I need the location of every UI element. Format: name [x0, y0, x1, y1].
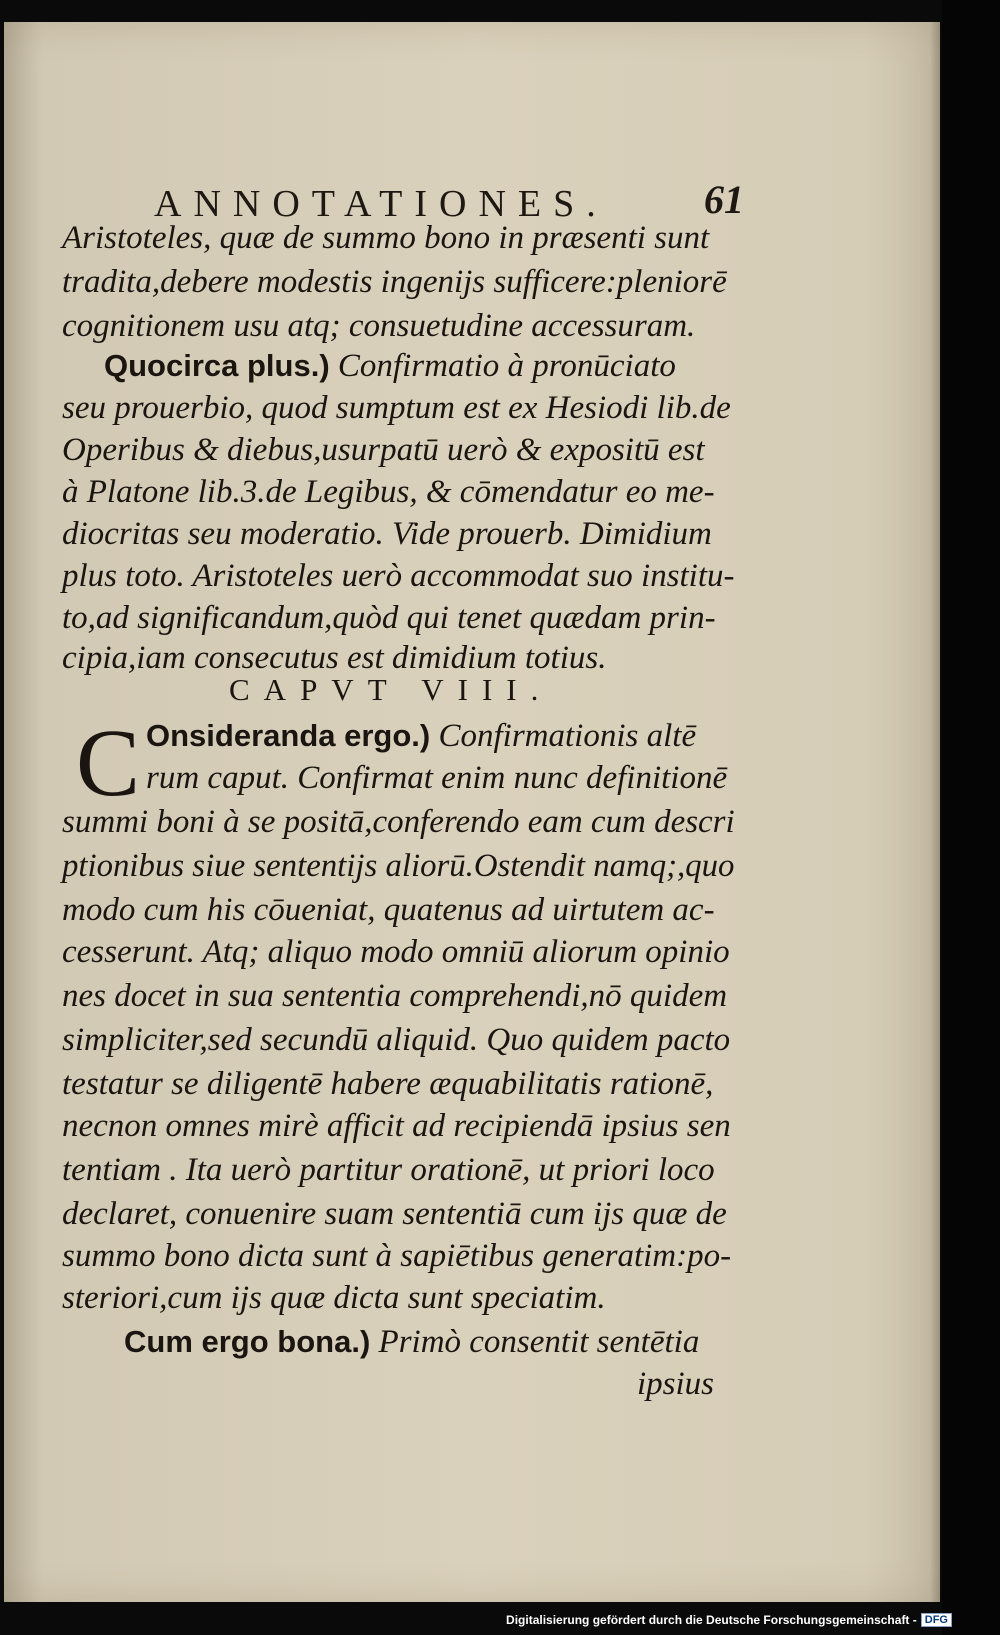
text-line-20: testatur se diligentē habere æquabilitatis rationē, [62, 1066, 714, 1102]
text-line-7: à Platone lib.3.de Legibus, & cōmendatur eo me- [62, 474, 715, 510]
lemma-quocirca: Quocirca plus.) [104, 348, 330, 383]
text-line-15: ptionibus siue sententijs aliorū.Ostendit namq;,quo [62, 848, 735, 884]
text-line-23: declaret, conuenire suam sententiā cum ijs quæ de [62, 1196, 727, 1232]
text-line-6: Operibus & diebus,usurpatū uerò & expositū est [62, 432, 705, 468]
text-line-22: tentiam . Ita uerò partitur orationē, ut priori loco [62, 1152, 715, 1188]
credit-text: Digitalisierung gefördert durch die Deutsche Forschungsgemeinschaft - [506, 1613, 917, 1627]
text-line-4: Quocirca plus.) Confirmatio à pronūciato [104, 348, 676, 384]
text-line-1: Aristoteles, quæ de summo bono in præsenti sunt [62, 220, 710, 256]
text-line-13: rum caput. Confirmat enim nunc definitionē [146, 760, 728, 796]
text-line-10: to,ad significandum,quòd qui tenet quædam prin- [62, 600, 716, 636]
text-line-2: tradita,debere modestis ingenijs sufficere:pleniorē [62, 264, 727, 300]
text-line-24: summo bono dicta sunt à sapiētibus generatim:po- [62, 1238, 732, 1274]
scan-border [942, 0, 1000, 1635]
text-line-21: necnon omnes mirè afficit ad recipiendā ipsius sen [62, 1108, 731, 1144]
text-line-8: diocritas seu moderatio. Vide prouerb. Dimidium [62, 516, 712, 552]
book-page [4, 22, 940, 1602]
text-line-14: summi boni à se positā,conferendo eam cum descri [62, 804, 735, 840]
text-line-3: cognitionem usu atq; consuetudine accessuram. [62, 308, 696, 344]
text-line-25: steriori,cum ijs quæ dicta sunt speciatim. [62, 1280, 606, 1316]
text-line-19: simpliciter,sed secundū aliquid. Quo quidem pacto [62, 1022, 731, 1058]
chapter-heading: CAPVT VIII. [229, 672, 553, 707]
text-line-26: Cum ergo bona.) Primò consentit sentētia [124, 1324, 700, 1360]
text-line-17: cesserunt. Atq; aliquo modo omniū aliorum opinio [62, 934, 730, 970]
dfg-logo-icon: DFG [921, 1613, 952, 1627]
text-line-18: nes docet in sua sententia comprehendi,nō quidem [62, 978, 728, 1014]
lemma-cum-ergo: Cum ergo bona.) [124, 1324, 371, 1359]
text-line-11: cipia,iam consecutus est dimidium totius. [62, 640, 607, 676]
text-line-16: modo cum his cōueniat, quatenus ad uirtutem ac- [62, 892, 715, 928]
text-line-9: plus toto. Aristoteles uerò accommodat suo institu- [62, 558, 735, 594]
digitization-credit [506, 1613, 952, 1627]
running-head: ANNOTATIONES. [154, 183, 608, 225]
page-edge-shadow [930, 22, 940, 1602]
drop-capital: C [76, 709, 141, 816]
page-number: 61 [704, 177, 744, 222]
catchword: ipsius [637, 1366, 715, 1402]
text-line-5: seu prouerbio, quod sumptum est ex Hesiodi lib.de [62, 390, 731, 426]
lemma-considerenda: Onsideranda ergo.) [146, 718, 431, 753]
text-line-12: Onsideranda ergo.) Confirmationis altē [146, 718, 697, 754]
